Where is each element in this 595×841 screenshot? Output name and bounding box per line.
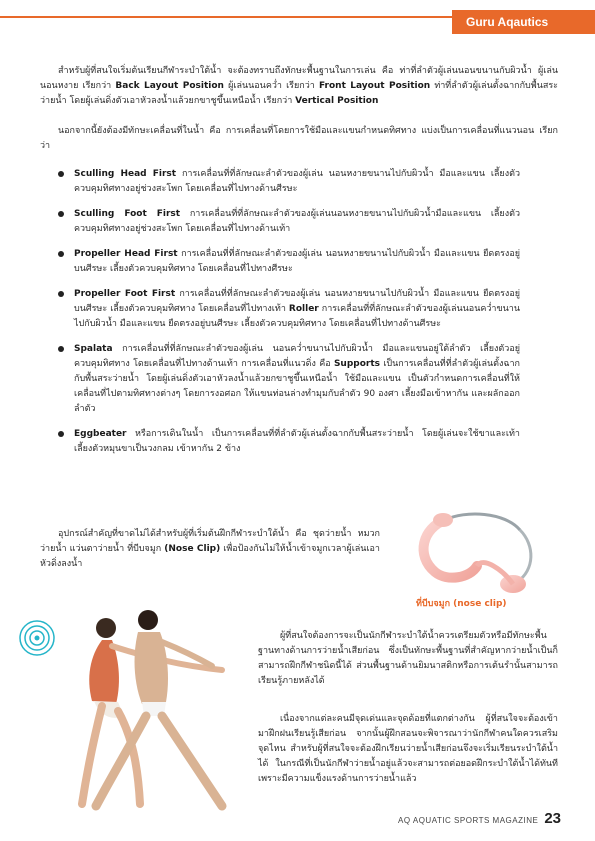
bullet-icon — [58, 171, 64, 177]
list-item: Sculling Head First การเคลื่อนที่ที่ลักษณะลำตัวของผู้เล่น นอนหงายขนานไปกับผิวน้ำ มือและแขน เลี้ยงตัวควบคุมทิศทางอยู่ช่วงสะโพก โดยเคลื่อนที่ไปทางด้านศีรษะ — [74, 167, 520, 197]
intro-paragraph-2: นอกจากนี้ยังต้องมีทักษะเคลื่อนที่ในน้ำ คือ การเคลื่อนที่โดยการใช้มือและแขนกำหนดทิศทาง แบ่งเป็นการเคลื่อนที่แนวนอน เรียกว่า — [40, 126, 558, 151]
list-item: Sculling Foot First การเคลื่อนที่ที่ลักษณะลำตัวของผู้เล่นนอนหงายขนานไปกับผิวน้ำมือและแขน เลี้ยงตัวควบคุมทิศทางอยู่ช่วงสะโพก โดยเคลื่อนที่ไปทางด้านเท้า — [74, 207, 520, 237]
section-title: Guru Aqautics — [466, 15, 549, 29]
closing-paragraph-2: เนื่องจากแต่ละคนมีจุดเด่นและจุดด้อยที่แตกต่างกัน ผู้ที่สนใจจะต้องเข้ามาฝึกฝนเรียนรู้เสียก่อน จากนั้นผู้ฝึกสอนจะพิจารณาว่านักกีฬาคนใดควรเสริมจุดไหน สำหรับผู้ที่สนใจจะต้องฝึกเรียนว่ายน้ำเสียก่อนจึงจะเริ่มเรียนระบำใต้น้ำได้ ในกรณีที่เป็นนักกีฬาว่ายน้ำอยู่แล้วจะสามารถต่อยอดฝึกระบำใต้น้ำได้ทันทีเพราะมีความแข็งแรงด้านการว่ายน้ำแล้ว — [258, 714, 558, 784]
bullet-icon — [58, 431, 64, 437]
spiral-decoration-icon — [18, 619, 56, 657]
closing-paragraph-1: ผู้ที่สนใจต้องการจะเป็นนักกีฬาระบำใต้น้ำควรเตรียมตัวหรือมีทักษะพื้นฐานทางด้านการว่ายน้ำเสียก่อน ซึ่งเป็นทักษะพื้นฐานที่สำคัญหากว่ายน้ำเป็นก็สามารถฝึกกีฬาชนิดนี้ได้ ส่วนพื้นฐานด้านยิมนาสติกหรือการเต้นรำนั้นสามารถเรียนรู้ภายหลังได้ — [258, 631, 558, 686]
list-item: Propeller Foot First การเคลื่อนที่ที่ลักษณะลำตัวของผู้เล่น นอนหงายขนานไปกับผิวน้ำ มือและแขน ยืดตรงอยู่บนศีรษะ เลี้ยงตัวควบคุมทิศทาง โดยเคลื่อนที่ไปทางเท้า Roller การเคลื่อนที่ที่ลักษณะลำตัวของผู้เล่นนอนคว่ำขนานไปกับผิวน้ำ มือและแขน ยืดตรงอยู่บนศีรษะ เลี้ยงตัวควบคุมทิศทาง โดยเคลื่อนที่ไปทางด้านศีรษะ — [74, 287, 520, 332]
bullet-icon — [58, 291, 64, 297]
nose-clip-caption: ที่บีบจมูก (nose clip) — [416, 599, 507, 609]
page-number: 23 — [544, 810, 561, 827]
page-footer — [398, 810, 561, 827]
section-tab — [452, 10, 595, 34]
bullet-icon — [58, 346, 64, 352]
movement-list — [74, 167, 520, 467]
dancers-photo — [72, 606, 248, 811]
magazine-name: AQ AQUATIC SPORTS MAGAZINE — [398, 816, 539, 825]
bullet-icon — [58, 251, 64, 257]
list-item: Propeller Head First การเคลื่อนที่ที่ลักษณะลำตัวของผู้เล่น นอนหงายขนานไปกับผิวน้ำ มือและแขน ยืดตรงอยู่บนศีรษะ เลี้ยงตัวควบคุมทิศทาง โดยเคลื่อนที่ไปทางศีรษะ — [74, 247, 520, 277]
list-item: Eggbeater หรือการเดินในน้ำ เป็นการเคลื่อนที่ที่ลำตัวผู้เล่นตั้งฉากกับพื้นสระว่ายน้ำ โดยผู้เล่นจะใช้ขาและเท้า เลี้ยงตัวหมุนขาเป็นวงกลม เข้าหากัน 2 ข้าง — [74, 427, 520, 457]
bullet-icon — [58, 211, 64, 217]
equipment-paragraph: อุปกรณ์สำคัญที่ขาดไม่ได้สำหรับผู้ที่เริ่มต้นฝึกกีฬาระบำใต้น้ำ คือ ชุดว่ายน้ำ หมวกว่ายน้ำ แว่นตาว่ายน้ำ ที่บีบจมูก (Nose Clip) เพื่อป้องกันไม่ให้น้ำเข้าจมูกเวลาผู้เล่นเอาหัวดิ่งลงน้ำ — [40, 529, 380, 569]
intro-paragraph-1: สำหรับผู้ที่สนใจเริ่มต้นเรียนกีฬาระบำใต้น้ำ จะต้องทราบถึงทักษะพื้นฐานในการเล่น คือ ท่าที่ลำตัวผู้เล่นนอนขนานกับผิวน้ำ ผู้เล่นนอนหงาย เรียกว่า Back Layout Position ผู้เล่นนอนคว่ำ เรียกว่า Front Layout Position ท่าที่ลำตัวผู้เล่นตั้งฉากกับพื้นสระว่ายน้ำ โดยผู้เล่นดิ่งตัวเอาหัวลงน้ำแล้วยกขาชูขึ้นเหนือน้ำ เรียกว่า Vertical Position — [40, 66, 559, 106]
list-item: Spalata การเคลื่อนที่ที่ลักษณะลำตัวของผู้เล่น นอนคว่ำขนานไปกับผิวน้ำ มือและแขนอยู่ใต้ลำตัว เลี้ยงตัวอยู่ควบคุมทิศทาง โดยเคลื่อนที่ไปทางด้านเท้า การเคลื่อนที่แนวดิ่ง คือ Supports เป็นการเคลื่อนที่ที่ลำตัวผู้เล่นตั้งฉากกับพื้นสระว่ายน้ำ โดยผู้เล่นดิ่งตัวเอาหัวลงน้ำแล้วยกขาชูขึ้นเหนือน้ำ ใช้มือและแขน เป็นตัวกำหนดการเคลื่อนที่ให้เคลื่อนที่ไปตามทิศทางต่างๆ โดยการงอศอก ให้แขนท่อนล่างทำมุมกับลำตัว 90 องศา เลี้ยงมือเข้าหากัน และผลักออกลำตัว — [74, 342, 520, 417]
